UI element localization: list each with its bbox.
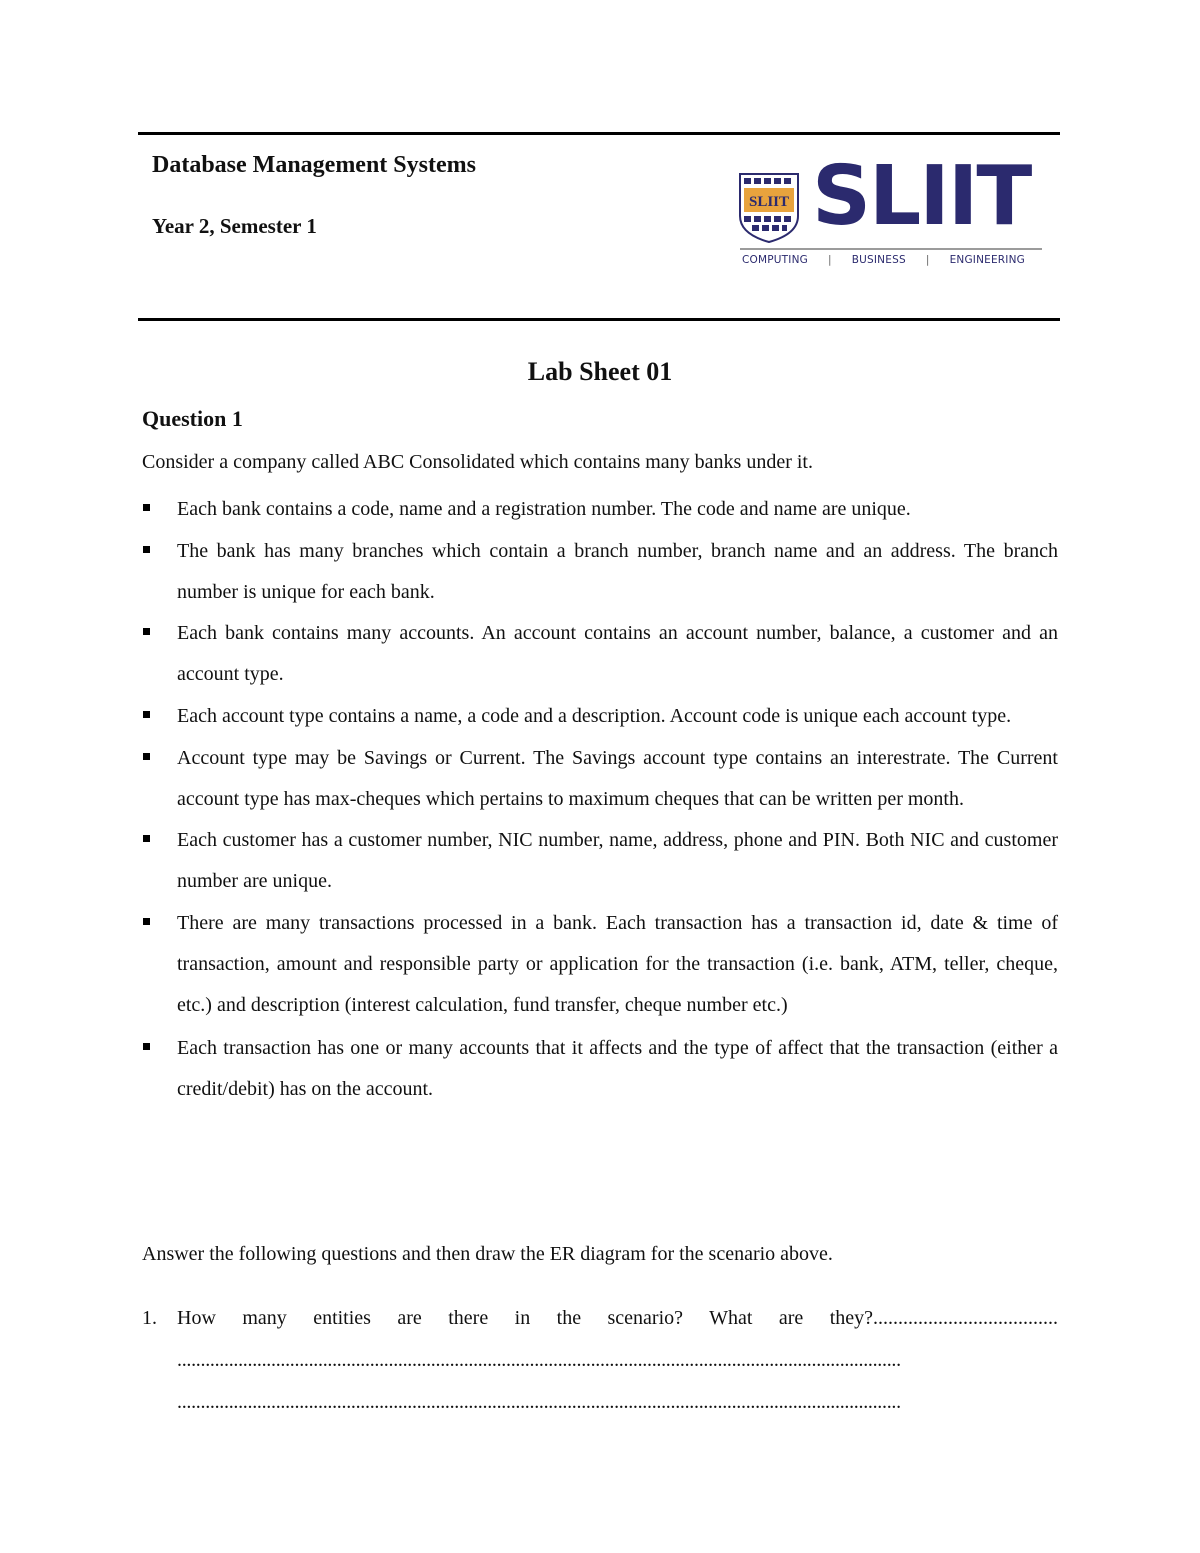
requirement-text: Each account type contains a name, a code and a description. Account code is unique each account type. <box>177 704 1012 727</box>
requirement-item <box>142 531 1058 613</box>
sub-question-text: How many entities are there in the scenario? What are they?..................................... <box>177 1307 1058 1329</box>
header-top-rule <box>138 132 1060 135</box>
logo-divider <box>740 248 1042 250</box>
header-bottom-rule <box>138 318 1060 321</box>
square-bullet-icon <box>143 918 150 925</box>
requirement-text: Each bank contains many accounts. An account contains an account number, balance, a customer and an account type. <box>177 622 1058 686</box>
answer-line: .......................................................................................................................................................... <box>177 1391 901 1413</box>
square-bullet-icon <box>143 1043 150 1050</box>
square-bullet-icon <box>143 628 150 635</box>
sliit-crest-icon <box>738 172 800 244</box>
tagline-business: BUSINESS <box>851 254 906 266</box>
course-title: Database Management Systems <box>152 152 476 178</box>
sub-question-1 <box>142 1297 1058 1423</box>
tagline-computing: COMPUTING <box>742 254 808 266</box>
requirement-text: The bank has many branches which contain a branch number, branch name and an address. The branch number is unique for each bank. <box>177 539 1058 603</box>
square-bullet-icon <box>143 835 150 842</box>
requirement-item <box>142 613 1058 695</box>
tagline-separator: | <box>827 254 832 266</box>
logo-tagline <box>742 254 1042 266</box>
requirement-item <box>142 1028 1058 1110</box>
requirement-text: There are many transactions processed in a bank. Each transaction has a transaction id, date & time of transaction, amount and responsible party or application for the transaction (i.e. bank, ATM, teller, cheque, etc.) and description (interest calculation, fund transfer, cheque number etc.) <box>177 911 1058 1016</box>
question-intro: Consider a company called ABC Consolidated which contains many banks under it. <box>142 451 813 473</box>
requirement-item <box>142 696 1058 737</box>
requirement-text: Account type may be Savings or Current. The Savings account type contains an interestrate. The Current account type has max-cheques which pertains to maximum cheques that can be written per month. <box>177 746 1058 810</box>
requirements-list <box>142 489 1058 1111</box>
sub-question-number: 1. <box>142 1307 157 1329</box>
square-bullet-icon <box>143 546 150 553</box>
crest-text: SLIIT <box>748 194 790 210</box>
requirement-text: Each bank contains a code, name and a registration number. The code and name are unique. <box>177 498 911 520</box>
answer-line: .......................................................................................................................................................... <box>177 1349 901 1371</box>
sliit-logo <box>738 149 1044 280</box>
question-heading: Question 1 <box>142 406 243 431</box>
requirement-item <box>142 820 1058 902</box>
logo-wordmark: SLIIT <box>812 149 1031 244</box>
square-bullet-icon <box>143 504 150 511</box>
tagline-separator: | <box>925 254 930 266</box>
answer-instruction: Answer the following questions and then draw the ER diagram for the scenario above. <box>142 1243 833 1265</box>
requirement-text: Each customer has a customer number, NIC number, name, address, phone and PIN. Both NIC and customer number are unique. <box>177 829 1058 893</box>
requirement-item <box>142 903 1058 1025</box>
square-bullet-icon <box>143 753 150 760</box>
lab-sheet-title: Lab Sheet 01 <box>527 357 673 386</box>
tagline-engineering: ENGINEERING <box>949 254 1025 266</box>
requirement-text: Each transaction has one or many accounts that it affects and the type of affect that the transaction (either a credit/debit) has on the account. <box>177 1037 1058 1101</box>
square-bullet-icon <box>143 711 150 718</box>
requirement-item <box>142 738 1058 820</box>
requirement-item <box>142 489 1058 530</box>
course-term: Year 2, Semester 1 <box>152 214 317 238</box>
